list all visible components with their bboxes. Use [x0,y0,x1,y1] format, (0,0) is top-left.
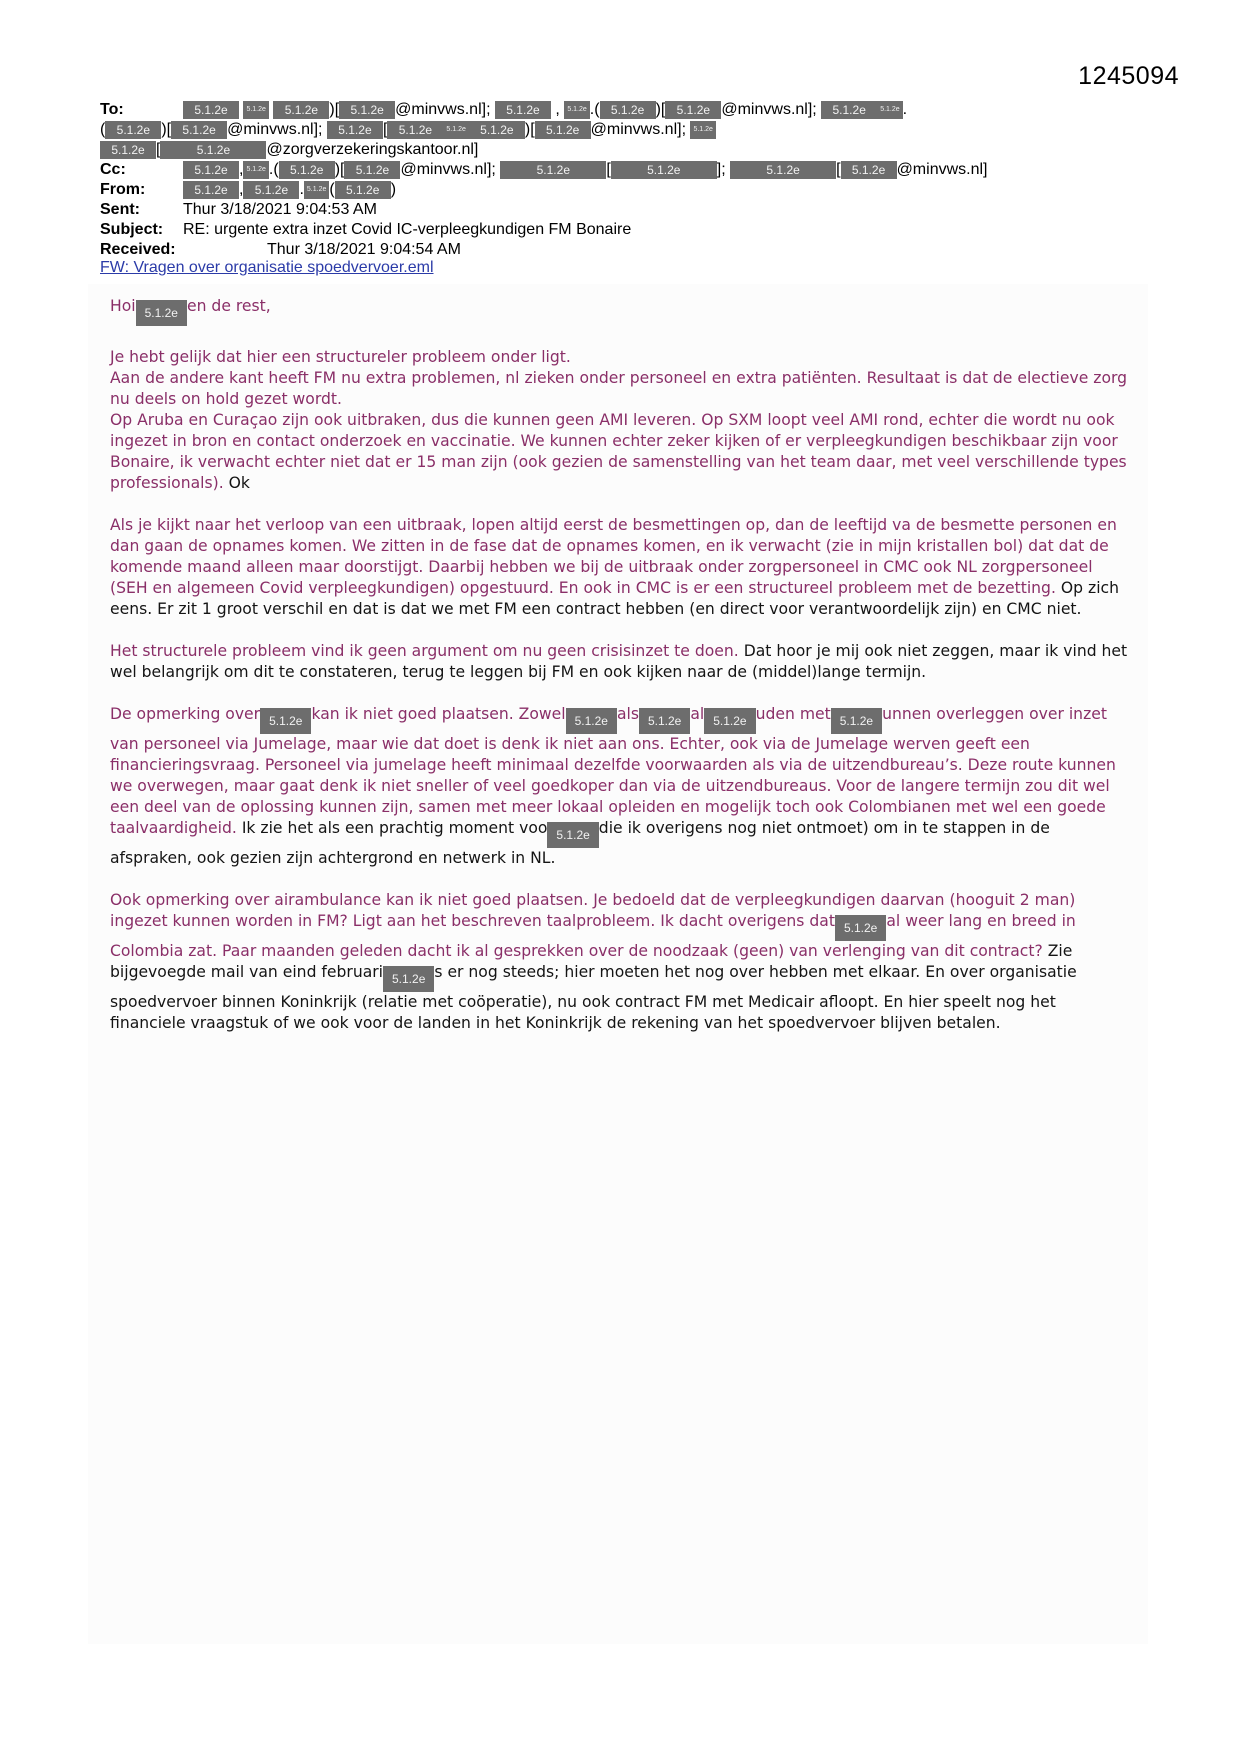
redaction: 5.1.2e [835,915,886,941]
redaction: 5.1.2e [183,181,239,199]
to-row-continued: 5.1.2e [ 5.1.2e @zorgverzekeringskantoor.nl] [100,140,1150,160]
redaction: 5.1.2e [841,161,897,179]
cc-address: @minvws.nl] [896,161,988,178]
redaction: 5.1.2e [535,121,591,139]
subject-label: Subject: [100,221,164,238]
redaction: 5.1.2e [304,181,329,199]
redaction: 5.1.2e [730,161,836,179]
to-address: @zorgverzekeringskantoor.nl] [266,141,479,158]
sent-row [100,200,1150,220]
paragraph-2: Als je kijkt naar het verloop van een uitbraak, lopen altijd eerst de besmettingen op, dan de leeftijd va de besmette personen en dan gaan de opnames komen. We zitten in de fase dat de opnames komen, en ik verwacht (zie in mijn kristallen bol) dat dat de komende maand alleen maar doorstijgt. Daarbij hebben we bij de uitbraak onder zorgpersoneel in CMC ook NL zorgpersoneel (SEH en algemeen Covid verpleegkundigen) opgestuurd. En ook in CMC is er een structureel probleem met de bezetting. Op zich eens. Er zit 1 groot verschil en dat is dat we met FM een contract hebben (en direct voor verantwoordelijk zijn) en CMC niet. [110,516,1119,618]
redaction: 5.1.2e [183,101,239,119]
redaction: 5.1.2e [831,708,882,734]
to-address: @minvws.nl]; [721,101,817,118]
redaction: 5.1.2e [105,121,161,139]
redaction: 5.1.2e [339,101,395,119]
redaction: 5.1.2e [877,101,902,119]
sent-label: Sent: [100,201,140,218]
document-number: 1245094 [1078,62,1179,90]
received-row [100,240,1150,260]
redaction: 5.1.2e [243,181,299,199]
redaction: 5.1.2e [335,181,391,199]
redaction: 5.1.2e [171,121,227,139]
email-header [100,100,1150,260]
to-address: @minvws.nl]; [590,121,687,138]
to-address: @minvws.nl]; [227,121,323,138]
from-row: From: 5.1.2e , 5.1.2e . 5.1.2e ( 5.1.2e ) [100,181,397,198]
redaction: 5.1.2e [183,161,239,179]
paragraph-3: Het structurele probleem vind ik geen argument om nu geen crisisinzet te doen. Dat hoor je mij ook niet zeggen, maar ik vind het wel belangrijk om dit te constateren, terug te leggen bij FM en ook kijken naar de (middel)lange termijn. [110,642,1128,681]
redaction: 5.1.2e [100,141,156,159]
redaction: 5.1.2e [344,161,400,179]
from-label: From: [100,181,146,198]
redaction: 5.1.2e [564,101,589,119]
redaction: 5.1.2e [243,161,268,179]
subject-value: RE: urgente extra inzet Covid IC-verpleegkundigen FM Bonaire [183,221,632,238]
redaction: 5.1.2e [443,121,468,139]
to-row: To: 5.1.2e 5.1.2e 5.1.2e )[ 5.1.2e @minvws.nl]; 5.1.2e , 5.1.2e .( 5.1.2e )[ 5.1.2e @minvws.nl]; 5.1.2e 5.1.2e . [100,101,908,118]
cc-label: Cc: [100,161,126,178]
subject-row [100,220,1150,240]
received-value: Thur 3/18/2021 9:04:54 AM [267,241,461,258]
redaction: 5.1.2e [639,708,690,734]
sent-value: Thur 3/18/2021 9:04:53 AM [183,201,377,218]
redaction: 5.1.2e [260,708,311,734]
to-label: To: [100,101,124,118]
redaction: 5.1.2e [665,101,721,119]
redaction: 5.1.2e [136,300,187,326]
redaction: 5.1.2e [566,708,617,734]
redaction: 5.1.2e [327,121,383,139]
redaction: 5.1.2e [243,101,268,119]
attachment-link[interactable]: FW: Vragen over organisatie spoedvervoer.eml [100,259,434,276]
redaction: 5.1.2e [500,161,606,179]
paragraph-4: De opmerking over 5.1.2e kan ik niet goed plaatsen. Zowel 5.1.2e als 5.1.2e al 5.1.2e uden met 5.1.2e unnen overleggen over inzet van personeel via Jumelage, maar wie dat doet is denk ik niet aan ons. Echter, ook via de Jumelage werven geeft een financieringsvraag. Personeel via jumelage heeft minimaal dezelfde voorwaarden als via de uitzendbureau’s. Deze route kunnen we overwegen, maar gaat denk ik niet sneller of veel goedkoper dan via de uitzendbureaus. Voor de langere termijn zou dit wel een deel van de oplossing kunnen zijn, samen met meer lokaal opleiden en mogelijk toch ook Colombianen met wel een goede taalvaardigheid. Ik zie het als een prachtig moment voo 5.1.2e die ik overigens nog niet ontmoet) om in te stappen in de afspraken, ook gezien zijn achtergrond en netwerk in NL. [110,705,1116,867]
redaction: 5.1.2e [273,101,329,119]
paragraph-1: Je hebt gelijk dat hier een structureler probleem onder ligt. Aan de andere kant heeft FM nu extra problemen, nl zieken onder personeel en extra patiënten. Resultaat is dat de electieve zorg nu deels on hold gezet wordt. Op Aruba en Curaçao zijn ook uitbraken, dus die kunnen geen AMI leveren. Op SXM loopt veel AMI rond, echter die wordt nu ook ingezet in bron en contact onderzoek en vaccinatie. We kunnen echter zeker kijken of er verpleegkundigen beschikbaar zijn voor Bonaire, ik verwacht echter niet dat er 15 man zijn (ook gezien de samenstelling van het team daar, met veel verschillende types professionals). Ok [110,348,1128,492]
to-row-continued: ( 5.1.2e )[ 5.1.2e @minvws.nl]; 5.1.2e [ 5.1.2e 5.1.2e 5.1.2e )[ 5.1.2e @minvws.nl]; 5.1.2e [100,120,1150,140]
received-label: Received: [100,241,176,258]
redaction: 5.1.2e [704,708,755,734]
cc-row: Cc: 5.1.2e , 5.1.2e .( 5.1.2e )[ 5.1.2e @minvws.nl]; 5.1.2e [ 5.1.2e ]; 5.1.2e [ 5.1.2e @minvws.nl] [100,161,988,178]
redaction: 5.1.2e [469,121,525,139]
redaction: 5.1.2e [600,101,656,119]
greeting: Hoi 5.1.2e en de rest, [110,296,1130,326]
redaction: 5.1.2e [160,141,266,159]
redaction: 5.1.2e [495,101,551,119]
redaction: 5.1.2e [383,966,434,992]
cc-address: ]; [716,161,726,178]
redaction: 5.1.2e [279,161,335,179]
redaction: 5.1.2e [821,101,877,119]
cc-address: @minvws.nl]; [400,161,496,178]
redaction: 5.1.2e [690,121,715,139]
to-address: @minvws.nl]; [395,101,491,118]
redaction: 5.1.2e [611,161,717,179]
paragraph-5: Ook opmerking over airambulance kan ik niet goed plaatsen. Je bedoeld dat de verpleegkundigen daarvan (hooguit 2 man) ingezet kunnen worden in FM? Ligt aan het beschreven taalprobleem. Ik dacht overigens dat 5.1.2e al weer lang en breed in Colombia zat. Paar maanden geleden dacht ik al gesprekken over de noodzaak (geen) van verlenging van dit contract? Zie bijgevoegde mail van eind februari 5.1.2e s er nog steeds; hier moeten het nog over hebben met elkaar. En over organisatie spoedvervoer binnen Koninkrijk (relatie met coöperatie), nu ook contract FM met Medicair afloopt. En hier speelt nog het financiele vraagstuk of we ook voor de landen in het Koninkrijk de rekening van het spoedvervoer blijven betalen. [110,891,1077,1032]
redaction: 5.1.2e [387,121,443,139]
redaction: 5.1.2e [547,822,598,848]
message-body [110,296,1130,1055]
